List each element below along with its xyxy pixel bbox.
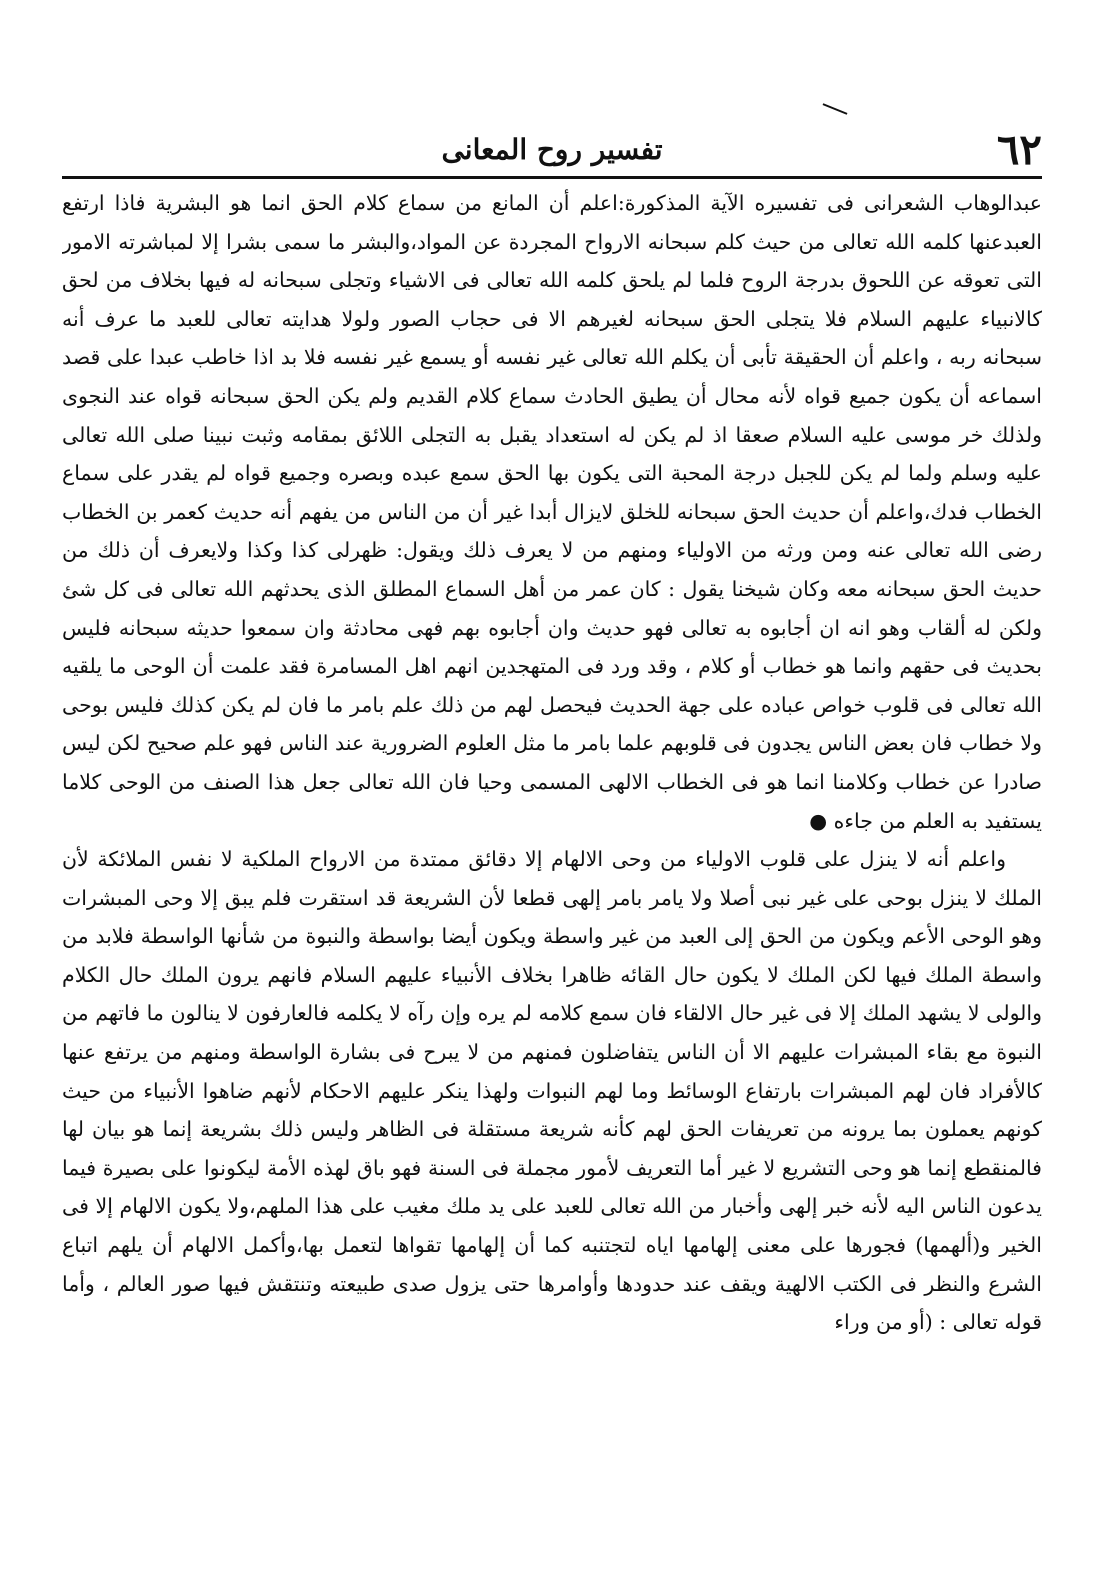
running-title: تفسير روح المعانى <box>441 133 663 166</box>
paragraph: واعلم أنه لا ينزل على قلوب الاولياء من وحى الالهام إلا دقائق ممتدة من الارواح الملكية لا نفس الملائكة لأن الملك لا ينزل بوحى على غير نبى أصلا ولا يامر بامر إلهى قطعا لأن الشريعة قد استقرت فلم يبق إلا وحى المبشرات وهو الوحى الأعم ويكون من الحق إلى العبد من غير واسطة ويكون أيضا بواسطة والنبوة من شأنها الواسطة فلابد من واسطة الملك فيها لكن الملك لا يكون حال القائه ظاهرا بخلاف الأنبياء عليهم السلام فانهم يرون الملك حال الكلام والولى لا يشهد الملك إلا فى غير حال الالقاء فان سمع كلامه لم يره وإن رآه لا يكلمه فالعارفون لا ينالون ما فاتهم من النبوة مع بقاء المبشرات عليهم الا أن الناس يتفاضلون فمنهم من لا يبرح فى بشارة الواسطة ومنهم من يرتفع عنها كالأفراد فان لهم المبشرات بارتفاع الوسائط وما لهم النبوات ولهذا ينكر عليهم الاحكام لأنهم ضاهوا الأنبياء من حيث كونهم يعملون بما يرونه من تعريفات الحق لهم كأنه شريعة مستقلة فى الظاهر وليس ذلك بشريعة إنما هو بيان لها فالمنقطع إنما هو وحى التشريع لا غير أما التعريف لأمور مجملة فى السنة فهو باق لهذه الأمة ليكونوا على بصيرة فيما يدعون الناس اليه لأنه خبر إلهى وأخبار من الله تعالى للعبد على يد ملك مغيب على هذا الملهم،ولا يكون الالهام إلا فى الخير و(ألهمها) فجورها على معنى إلهامها اياه لتجتنبه كما أن إلهامها تقواها لتعمل بها،وأكمل الالهام أن يلهم اتباع الشرع والنظر فى الكتب الالهية ويقف عند حدودها وأوامرها حتى يزول صدى طبيعته وتنتقش فيها صور العالم ، وأما قوله تعالى : (أو من وراء <box>62 847 1042 1335</box>
margin-tick-mark <box>823 103 848 115</box>
body-text <box>62 184 1042 1574</box>
page-header <box>62 124 1042 179</box>
page-number: ٦٢ <box>996 125 1042 174</box>
paragraph: عبدالوهاب الشعرانى فى تفسيره الآية المذكورة:اعلم أن المانع من سماع كلام الحق انما هو البشرية فاذا ارتفع العبدعنها كلمه الله تعالى من حيث كلم سبحانه الارواح المجردة عن المواد،والبشر ما سمى بشرا إلا لمباشرته الامور التى تعوقه عن اللحوق بدرجة الروح فلما لم يلحق كلمه الله تعالى فى الاشياء وتجلى سبحانه له فيها بخلاف من لحق كالانبياء عليهم السلام فلا يتجلى الحق سبحانه لغيرهم الا فى حجاب الصور ولولا هدايته تعالى للعبد ما عرف أنه سبحانه ربه ، واعلم أن الحقيقة تأبى أن يكلم الله تعالى غير نفسه أو يسمع غير نفسه فلا بد اذا خاطب عبدا على قصد اسماعه أن يكون جميع قواه لأنه محال أن يطيق الحادث سماع كلام القديم ولم يكن الحق سبحانه قواه عند النجوى ولذلك خر موسى عليه السلام صعقا اذ لم يكن له استعداد يقبل به التجلى اللائق بمقامه وثبت نبينا صلى الله تعالى عليه وسلم ولما لم يكن للجبل درجة المحبة التى يكون بها الحق سمع عبده وبصره وجميع قواه لم يقدر على سماع الخطاب فدك،واعلم أن حديث الحق سبحانه للخلق لايزال أبدا غير أن من الناس من يفهم أنه حديث كعمر بن الخطاب رضى الله تعالى عنه ومن ورثه من الاولياء ومنهم من لا يعرف ذلك ويقول: ظهرلى كذا وكذا ولايعرف أن ذلك من حديث الحق سبحانه معه وكان شيخنا يقول : كان عمر من أهل السماع المطلق الذى يحدثهم الله تعالى فى كل شئ ولكن له ألقاب وهو انه ان أجابوه به تعالى فهو حديث وان أجابوه بهم فهى محادثة وان سمعوا حديثه سبحانه فليس بحديث فى حقهم وانما هو خطاب أو كلام ، وقد ورد فى المتهجدين انهم اهل المسامرة فقد علمت أن الوحى ما يلقيه الله تعالى فى قلوب خواص عباده على جهة الحديث فيحصل لهم من ذلك علم بامر ما فان لم يكن كذلك فليس بوحى ولا خطاب فان بعض الناس يجدون فى قلوبهم علما بامر ما مثل العلوم الضرورية عند الناس فهو علم صحيح لكن ليس صادرا عن خطاب وكلامنا انما هو فى الخطاب الالهى المسمى وحيا فان الله تعالى جعل هذا الصنف من الوحى كلاما يستفيد به العلم من جاءه ● <box>62 191 1042 833</box>
